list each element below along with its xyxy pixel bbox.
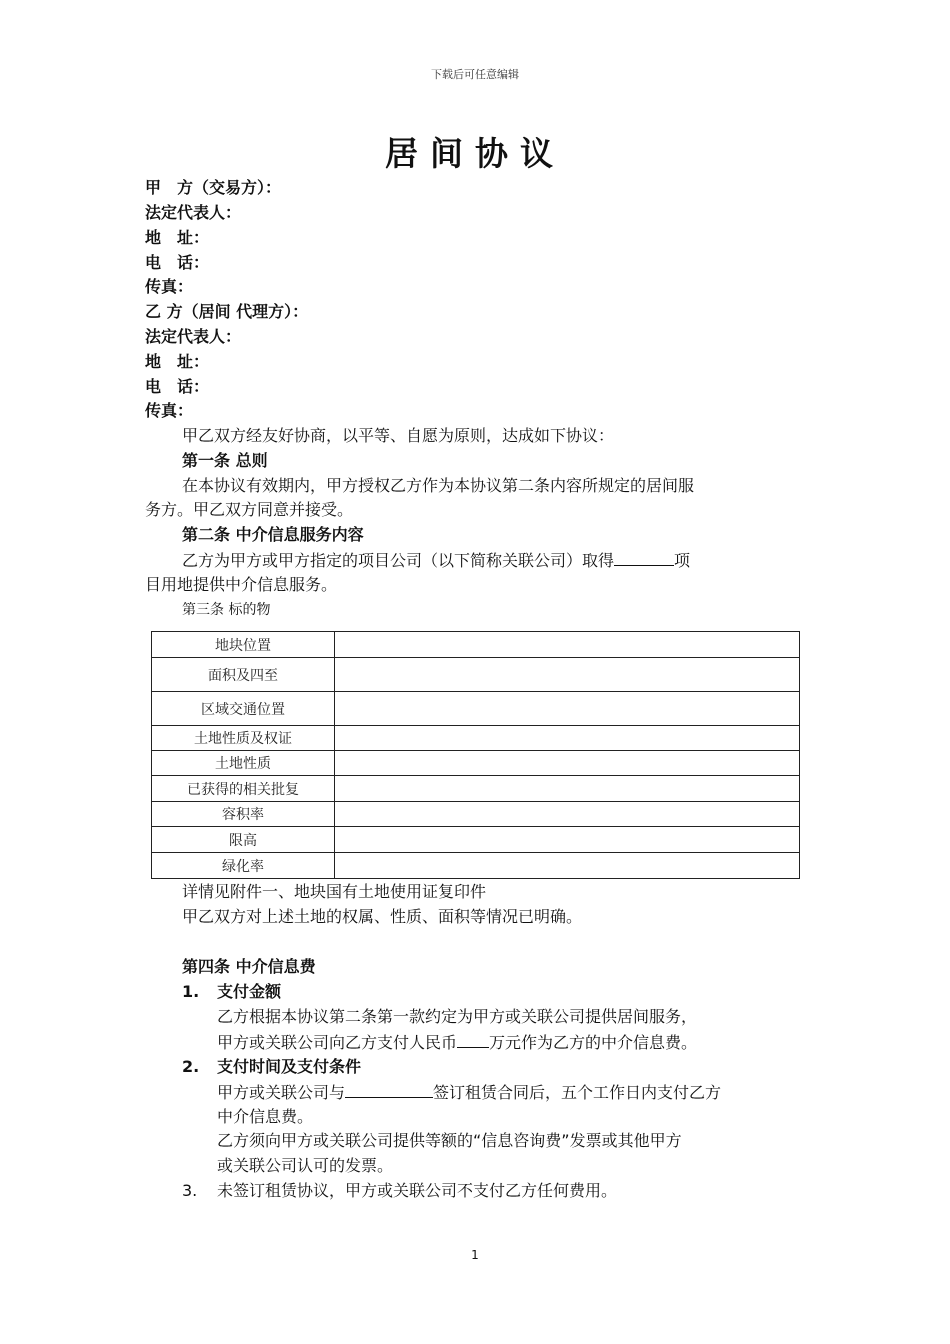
row-label: 地块位置: [152, 632, 335, 658]
article1-line1: 在本协议有效期内，甲方授权乙方作为本协议第二条内容所规定的居间服: [182, 476, 695, 495]
row-value: [335, 692, 800, 726]
party-b-label: 乙 方（居间 代理方）：: [145, 302, 309, 321]
party-a-phone: 电 话：: [145, 253, 210, 272]
party-a-rep: 法定代表人：: [145, 203, 242, 222]
article2-text-a: 乙方为甲方或甲方指定的项目公司（以下简称关联公司）取得: [182, 551, 615, 570]
header-note: 下载后可任意编辑: [431, 68, 519, 81]
table-row: [152, 853, 800, 879]
item2-number: 2.: [182, 1057, 200, 1076]
item1-line1: 乙方根据本协议第二条第一款约定为甲方或关联公司提供居间服务，: [217, 1007, 698, 1026]
lessee-blank: [345, 1080, 433, 1098]
item1-line2: [217, 1030, 697, 1055]
item3-number: 3.: [182, 1181, 198, 1200]
row-label: 容积率: [152, 802, 335, 827]
table-row: [152, 827, 800, 853]
article3-after2: 甲乙双方对上述土地的权属、性质、面积等情况已明确。: [182, 907, 583, 926]
table-row: [152, 776, 800, 802]
table-row: [152, 692, 800, 726]
party-a-address: 地 址：: [145, 228, 210, 247]
row-label: 区域交通位置: [152, 692, 335, 726]
row-label: 面积及四至: [152, 658, 335, 692]
party-a-fax: 传真：: [145, 277, 194, 296]
article1-line2: 务方。甲乙双方同意并接受。: [145, 500, 354, 519]
article2-line2: 目用地提供中介信息服务。: [145, 575, 338, 594]
row-label: 土地性质及权证: [152, 726, 335, 751]
article2-text-b: 项: [674, 551, 691, 570]
article3-after1: 详情见附件一、地块国有土地使用证复印件: [182, 882, 487, 901]
row-value: [335, 802, 800, 827]
item1-number: 1.: [182, 982, 200, 1001]
table-row: [152, 632, 800, 658]
row-value: [335, 776, 800, 802]
row-value: [335, 658, 800, 692]
item1-title: 支付金额: [217, 982, 282, 1001]
row-value: [335, 827, 800, 853]
document-title: 居间协议: [385, 134, 565, 173]
row-value: [335, 726, 800, 751]
item2-text-b: 签订租赁合同后，五个工作日内支付乙方: [433, 1083, 722, 1102]
subject-table: [151, 631, 800, 879]
table-row: [152, 658, 800, 692]
row-value: [335, 751, 800, 776]
item1-text-a: 甲方或关联公司向乙方支付人民币: [217, 1033, 458, 1052]
article1-title: 第一条 总则: [182, 451, 268, 470]
item2-text-a: 甲方或关联公司与: [217, 1083, 346, 1102]
page-number: 1: [471, 1248, 479, 1262]
party-a-label: 甲 方（交易方）：: [145, 178, 282, 197]
article4-title: 第四条 中介信息费: [182, 957, 316, 976]
row-value: [335, 853, 800, 879]
row-label: 已获得的相关批复: [152, 776, 335, 802]
item2-line1: [217, 1080, 721, 1105]
row-label: 限高: [152, 827, 335, 853]
table-row: [152, 726, 800, 751]
item2-title: 支付时间及支付条件: [217, 1057, 362, 1076]
article2-line1: [182, 548, 690, 573]
article2-title: 第二条 中介信息服务内容: [182, 525, 364, 544]
intro-text: 甲乙双方经友好协商，以平等、自愿为原则，达成如下协议：: [182, 426, 615, 445]
item2-line4: 或关联公司认可的发票。: [217, 1156, 394, 1175]
party-b-phone: 电 话：: [145, 377, 210, 396]
party-b-fax: 传真：: [145, 401, 194, 420]
row-value: [335, 632, 800, 658]
table-row: [152, 751, 800, 776]
row-label: 土地性质: [152, 751, 335, 776]
table-row: [152, 802, 800, 827]
item1-text-b: 万元作为乙方的中介信息费。: [489, 1033, 698, 1052]
amount-blank: [457, 1030, 489, 1048]
item2-line3: 乙方须向甲方或关联公司提供等额的“信息咨询费”发票或其他甲方: [217, 1131, 682, 1150]
project-name-blank: [614, 548, 674, 566]
party-b-address: 地 址：: [145, 352, 210, 371]
item3-text: 未签订租赁协议，甲方或关联公司不支付乙方任何费用。: [217, 1181, 618, 1200]
item2-line2: 中介信息费。: [217, 1107, 314, 1126]
row-label: 绿化率: [152, 853, 335, 879]
article3-title: 第三条 标的物: [182, 602, 271, 618]
party-b-rep: 法定代表人：: [145, 327, 242, 346]
